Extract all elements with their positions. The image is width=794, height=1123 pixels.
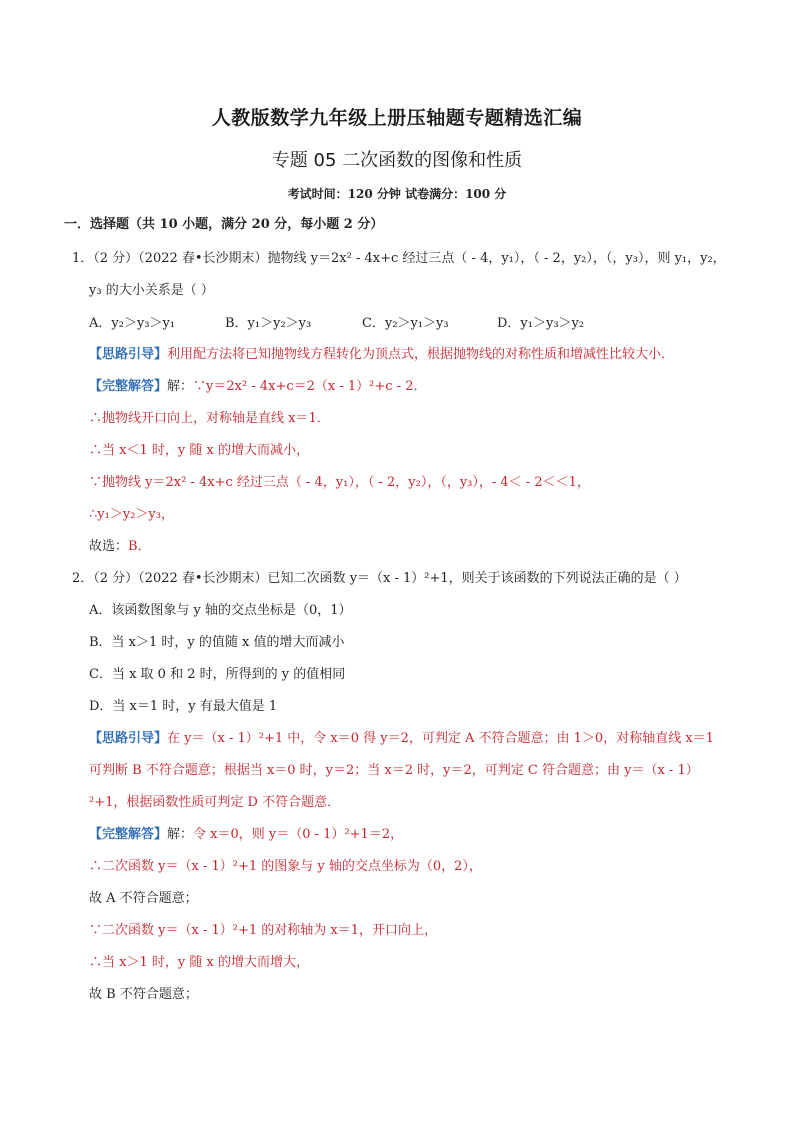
q2-hint-line2: 可判断 B 不符合题意；根据当 x＝0 时，y＝2；当 x＝2 时，y＝2，可判定 C 符合题意；由 y＝（x - 1）: [89, 763, 699, 778]
answer-prefix: 解：: [167, 827, 194, 842]
q1-stem-line2: y₃ 的大小关系是（ ）: [89, 283, 214, 298]
section-heading: 一．选择题（共 10 小题，满分 20 分，每小题 2 分）: [64, 217, 384, 232]
q2-answer-line6: 故 B 不符合题意；: [89, 987, 198, 1002]
document-title: 人教版数学九年级上册压轴题专题精选汇编: [211, 107, 583, 129]
q2-answer-line1: [89, 826, 403, 844]
q1-answer-line1: [89, 378, 426, 396]
q2-stem: 2．（2 分）（2022 春•长沙期末）已知二次函数 y＝（x - 1）²+1，则关于该函数的下列说法正确的是（ ）: [72, 571, 687, 586]
q1-answer-line5: ∴y₁＞y₂＞y₃，: [89, 507, 174, 522]
q2-option-d: D．当 x＝1 时，y 有最大值是 1: [89, 699, 278, 714]
answer-tag: 【完整解答】: [89, 379, 168, 394]
q1-choice: [89, 538, 151, 556]
hint-tag: 【思路引导】: [89, 347, 168, 362]
q2-answer-line4: ∵二次函数 y＝（x - 1）²+1 的对称轴为 x＝1，开口向上，: [89, 923, 437, 938]
choice-prefix: 故选：: [89, 539, 129, 554]
q1-option-d: D．y₁＞y₃＞y₂: [497, 316, 585, 331]
answer-text: 令 x＝0，则 y＝（0 - 1）²+1＝2，: [193, 827, 404, 842]
q2-option-b: B．当 x＞1 时，y 的值随 x 值的增大而减小: [89, 635, 345, 650]
answer-tag: 【完整解答】: [89, 827, 168, 842]
q2-hint-line1: [89, 730, 714, 748]
q2-hint-line3: ²+1，根据函数性质可判定 D 不符合题意．: [89, 795, 341, 810]
q1-answer-line2: ∴抛物线开口向上，对称轴是直线 x＝1．: [89, 411, 330, 426]
answer-prefix: 解：: [167, 379, 194, 394]
q1-option-b: B．y₁＞y₂＞y₃: [225, 316, 312, 331]
q2-option-c: C．当 x 取 0 和 2 时，所得到的 y 的值相同: [89, 667, 346, 682]
hint-text: 在 y＝（x - 1）²+1 中，令 x＝0 得 y＝2，可判定 A 不符合题意；由 1＞0，对称轴直线 x＝1: [167, 731, 714, 746]
q2-answer-line3: 故 A 不符合题意；: [89, 891, 198, 906]
q1-hint: [89, 346, 674, 364]
q1-stem-line1: 1．（2 分）（2022 春•长沙期末）抛物线 y＝2x² - 4x+c 经过三点（ - 4，y₁），（ - 2，y₂），（，y₃），则 y₁，y₂，: [72, 251, 726, 266]
hint-tag: 【思路引导】: [89, 731, 168, 746]
q2-answer-line5: ∴当 x＞1 时，y 随 x 的增大而增大，: [89, 955, 309, 970]
choice-letter: B．: [128, 539, 151, 554]
answer-text: ∵y＝2x² - 4x+c＝2（x - 1）²+c - 2．: [193, 379, 427, 394]
exam-info: 考试时间：120 分钟 试卷满分：100 分: [287, 187, 507, 201]
document-subtitle: 专题 05 二次函数的图像和性质: [271, 150, 523, 171]
q1-option-a: A．y₂＞y₃＞y₁: [89, 316, 176, 331]
q2-answer-line2: ∴二次函数 y＝（x - 1）²+1 的图象与 y 轴的交点坐标为（0，2），: [89, 859, 482, 874]
q1-option-c: C．y₂＞y₁＞y₃: [362, 316, 449, 331]
hint-text: 利用配方法将已知抛物线方程转化为顶点式，根据抛物线的对称性质和增减性比较大小．: [167, 347, 675, 362]
q2-option-a: A．该函数图象与 y 轴的交点坐标是（0，1）: [89, 603, 352, 618]
q1-answer-line3: ∴当 x＜1 时，y 随 x 的增大而减小，: [89, 443, 309, 458]
q1-answer-line4: ∵抛物线 y＝2x² - 4x+c 经过三点（ - 4，y₁），（ - 2，y₂），（，y₃），- 4＜ - 2＜＜1，: [89, 475, 590, 490]
